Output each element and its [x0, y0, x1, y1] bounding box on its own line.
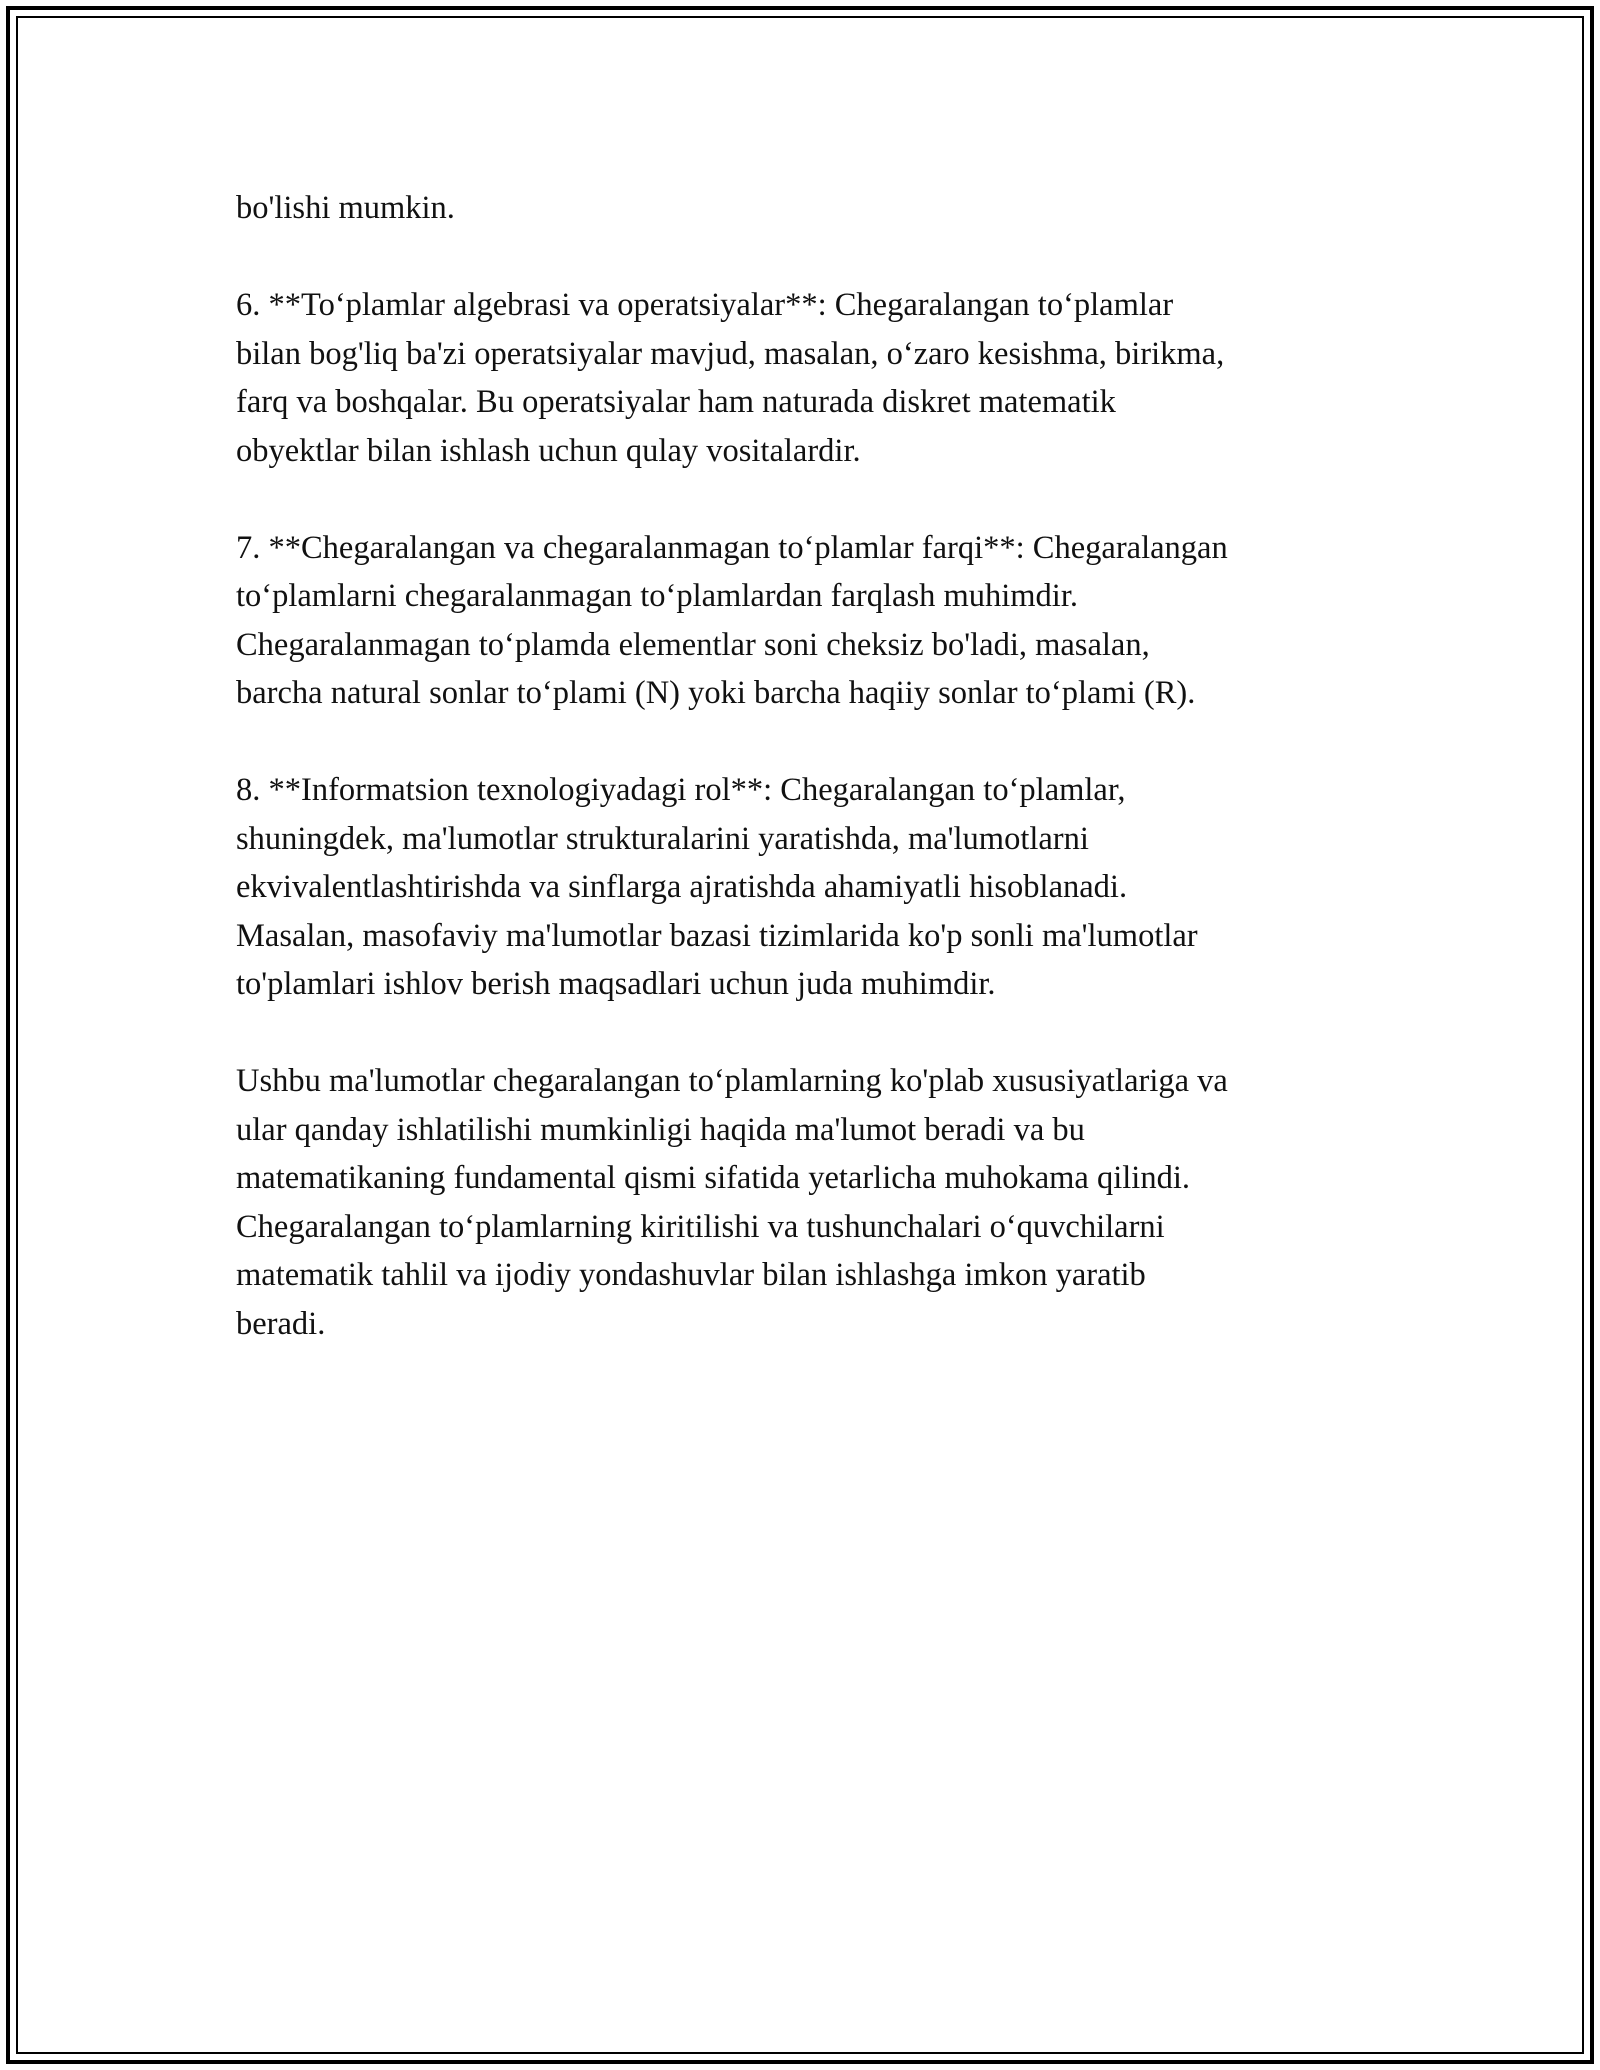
paragraph-conclusion: Ushbu ma'lumotlar chegaralangan to‘plamlarning ko'plab xususiyatlariga va ular qanday ishlatilishi mumkinligi haqida ma'lumot beradi va bu matematikaning fundamental qismi sifatida yetarlicha muhokama qilindi. Chegaralangan to‘plamlarning kiritilishi va tushunchalari o‘quvchilarni matematik tahlil va ijodiy yondashuvlar bilan ishlashga imkon yaratib beradi.: [236, 1063, 1228, 1342]
document-body: [236, 184, 1366, 1397]
paragraph-continuation: bo'lishi mumkin.: [236, 190, 455, 226]
paragraph-item-8: 8. **Informatsion texnologiyadagi rol**: Chegaralangan to‘plamlar, shuningdek, ma'lumotlar strukturalarini yaratishda, ma'lumotlarni ekvivalentlashtirishda va sinflarga ajratishda ahamiyatli hisoblanadi. Masalan, masofaviy ma'lumotlar bazasi tizimlarida ko'p sonli ma'lumotlar to'plamlari ishlov berish maqsadlari uchun juda muhimdir.: [236, 772, 1198, 1002]
paragraph-item-7: 7. **Chegaralangan va chegaralanmagan to‘plamlar farqi**: Chegaralangan to‘plamlarni chegaralanmagan to‘plamlardan farqlash muhimdir. Chegaralanmagan to‘plamda elementlar soni cheksiz bo'ladi, masalan, barcha natural sonlar to‘plami (N) yoki barcha haqiiy sonlar to‘plami (R).: [236, 529, 1228, 711]
paragraph-item-6: 6. **To‘plamlar algebrasi va operatsiyalar**: Chegaralangan to‘plamlar bilan bog'liq ba'zi operatsiyalar mavjud, masalan, o‘zaro kesishma, birikma, farq va boshqalar. Bu operatsiyalar ham naturada diskret matematik obyektlar bilan ishlash uchun qulay vositalardir.: [236, 287, 1225, 469]
